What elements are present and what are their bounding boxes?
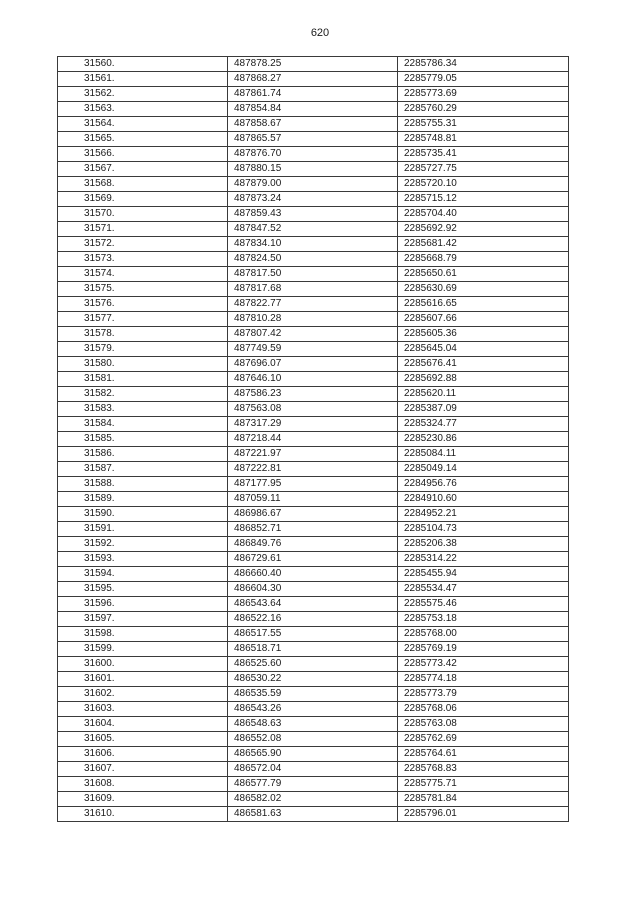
x-coordinate-cell: 486543.64: [228, 597, 398, 612]
x-coordinate-cell: 487807.42: [228, 327, 398, 342]
point-number-cell: 31587.: [58, 462, 228, 477]
y-coordinate-cell: 2285775.71: [398, 777, 569, 792]
y-coordinate-cell: 2284956.76: [398, 477, 569, 492]
table-row: [58, 807, 569, 822]
y-coordinate-cell: 2285206.38: [398, 537, 569, 552]
table-row: [58, 747, 569, 762]
x-coordinate-cell: 487817.50: [228, 267, 398, 282]
y-coordinate-cell: 2285727.75: [398, 162, 569, 177]
table-row: [58, 627, 569, 642]
point-number-cell: 31601.: [58, 672, 228, 687]
table-row: [58, 597, 569, 612]
point-number-cell: 31563.: [58, 102, 228, 117]
table-row: [58, 492, 569, 507]
x-coordinate-cell: 486535.59: [228, 687, 398, 702]
point-number-cell: 31580.: [58, 357, 228, 372]
point-number-cell: 31585.: [58, 432, 228, 447]
coordinates-table-body: [58, 57, 569, 822]
table-row: [58, 252, 569, 267]
table-row: [58, 717, 569, 732]
table-row: [58, 102, 569, 117]
point-number-cell: 31586.: [58, 447, 228, 462]
y-coordinate-cell: 2285645.04: [398, 342, 569, 357]
table-row: [58, 177, 569, 192]
table-row: [58, 297, 569, 312]
x-coordinate-cell: 487646.10: [228, 372, 398, 387]
x-coordinate-cell: 487854.84: [228, 102, 398, 117]
x-coordinate-cell: 487876.70: [228, 147, 398, 162]
x-coordinate-cell: 486543.26: [228, 702, 398, 717]
x-coordinate-cell: 487847.52: [228, 222, 398, 237]
point-number-cell: 31594.: [58, 567, 228, 582]
y-coordinate-cell: 2285781.84: [398, 792, 569, 807]
point-number-cell: 31576.: [58, 297, 228, 312]
x-coordinate-cell: 486577.79: [228, 777, 398, 792]
table-row: [58, 192, 569, 207]
x-coordinate-cell: 486849.76: [228, 537, 398, 552]
point-number-cell: 31606.: [58, 747, 228, 762]
table-row: [58, 72, 569, 87]
point-number-cell: 31567.: [58, 162, 228, 177]
x-coordinate-cell: 486582.02: [228, 792, 398, 807]
table-row: [58, 537, 569, 552]
y-coordinate-cell: 2284910.60: [398, 492, 569, 507]
point-number-cell: 31581.: [58, 372, 228, 387]
table-row: [58, 477, 569, 492]
y-coordinate-cell: 2285763.08: [398, 717, 569, 732]
x-coordinate-cell: 487822.77: [228, 297, 398, 312]
point-number-cell: 31562.: [58, 87, 228, 102]
y-coordinate-cell: 2285760.29: [398, 102, 569, 117]
point-number-cell: 31597.: [58, 612, 228, 627]
y-coordinate-cell: 2285575.46: [398, 597, 569, 612]
table-row: [58, 207, 569, 222]
point-number-cell: 31609.: [58, 792, 228, 807]
point-number-cell: 31584.: [58, 417, 228, 432]
table-row: [58, 792, 569, 807]
x-coordinate-cell: 487817.68: [228, 282, 398, 297]
point-number-cell: 31570.: [58, 207, 228, 222]
y-coordinate-cell: 2285773.42: [398, 657, 569, 672]
table-row: [58, 342, 569, 357]
page-number: 620: [310, 27, 330, 39]
point-number-cell: 31569.: [58, 192, 228, 207]
x-coordinate-cell: 487177.95: [228, 477, 398, 492]
y-coordinate-cell: 2285387.09: [398, 402, 569, 417]
x-coordinate-cell: 487878.25: [228, 57, 398, 72]
y-coordinate-cell: 2285755.31: [398, 117, 569, 132]
x-coordinate-cell: 487696.07: [228, 357, 398, 372]
x-coordinate-cell: 486548.63: [228, 717, 398, 732]
y-coordinate-cell: 2285084.11: [398, 447, 569, 462]
table-row: [58, 732, 569, 747]
y-coordinate-cell: 2285314.22: [398, 552, 569, 567]
point-number-cell: 31574.: [58, 267, 228, 282]
y-coordinate-cell: 2285735.41: [398, 147, 569, 162]
y-coordinate-cell: 2285630.69: [398, 282, 569, 297]
point-number-cell: 31579.: [58, 342, 228, 357]
y-coordinate-cell: 2285692.92: [398, 222, 569, 237]
table-row: [58, 702, 569, 717]
point-number-cell: 31571.: [58, 222, 228, 237]
x-coordinate-cell: 487858.67: [228, 117, 398, 132]
point-number-cell: 31608.: [58, 777, 228, 792]
y-coordinate-cell: 2285681.42: [398, 237, 569, 252]
x-coordinate-cell: 487880.15: [228, 162, 398, 177]
x-coordinate-cell: 486517.55: [228, 627, 398, 642]
table-row: [58, 552, 569, 567]
table-row: [58, 522, 569, 537]
point-number-cell: 31572.: [58, 237, 228, 252]
y-coordinate-cell: 2285768.83: [398, 762, 569, 777]
y-coordinate-cell: 2285650.61: [398, 267, 569, 282]
point-number-cell: 31568.: [58, 177, 228, 192]
y-coordinate-cell: 2285692.88: [398, 372, 569, 387]
table-row: [58, 357, 569, 372]
y-coordinate-cell: 2285753.18: [398, 612, 569, 627]
point-number-cell: 31588.: [58, 477, 228, 492]
y-coordinate-cell: 2285773.69: [398, 87, 569, 102]
y-coordinate-cell: 2285774.18: [398, 672, 569, 687]
table-row: [58, 57, 569, 72]
point-number-cell: 31602.: [58, 687, 228, 702]
y-coordinate-cell: 2285773.79: [398, 687, 569, 702]
table-row: [58, 777, 569, 792]
y-coordinate-cell: 2285768.06: [398, 702, 569, 717]
y-coordinate-cell: 2285620.11: [398, 387, 569, 402]
point-number-cell: 31599.: [58, 642, 228, 657]
x-coordinate-cell: 487749.59: [228, 342, 398, 357]
table-row: [58, 147, 569, 162]
x-coordinate-cell: 486552.08: [228, 732, 398, 747]
y-coordinate-cell: 2285607.66: [398, 312, 569, 327]
x-coordinate-cell: 487563.08: [228, 402, 398, 417]
x-coordinate-cell: 487879.00: [228, 177, 398, 192]
table-row: [58, 672, 569, 687]
table-row: [58, 582, 569, 597]
y-coordinate-cell: 2285534.47: [398, 582, 569, 597]
x-coordinate-cell: 487221.97: [228, 447, 398, 462]
point-number-cell: 31605.: [58, 732, 228, 747]
table-row: [58, 432, 569, 447]
y-coordinate-cell: 2285605.36: [398, 327, 569, 342]
x-coordinate-cell: 486581.63: [228, 807, 398, 822]
table-row: [58, 312, 569, 327]
table-row: [58, 132, 569, 147]
x-coordinate-cell: 487218.44: [228, 432, 398, 447]
y-coordinate-cell: 2285715.12: [398, 192, 569, 207]
y-coordinate-cell: 2285764.61: [398, 747, 569, 762]
point-number-cell: 31566.: [58, 147, 228, 162]
x-coordinate-cell: 487824.50: [228, 252, 398, 267]
y-coordinate-cell: 2285779.05: [398, 72, 569, 87]
point-number-cell: 31596.: [58, 597, 228, 612]
table-row: [58, 162, 569, 177]
table-row: [58, 372, 569, 387]
table-row: [58, 327, 569, 342]
table-row: [58, 222, 569, 237]
x-coordinate-cell: 486660.40: [228, 567, 398, 582]
table-row: [58, 462, 569, 477]
x-coordinate-cell: 486530.22: [228, 672, 398, 687]
table-row: [58, 282, 569, 297]
y-coordinate-cell: 2285104.73: [398, 522, 569, 537]
x-coordinate-cell: 487059.11: [228, 492, 398, 507]
x-coordinate-cell: 487865.57: [228, 132, 398, 147]
x-coordinate-cell: 487834.10: [228, 237, 398, 252]
table-row: [58, 507, 569, 522]
point-number-cell: 31575.: [58, 282, 228, 297]
x-coordinate-cell: 486522.16: [228, 612, 398, 627]
y-coordinate-cell: 2285230.86: [398, 432, 569, 447]
table-row: [58, 237, 569, 252]
x-coordinate-cell: 486729.61: [228, 552, 398, 567]
point-number-cell: 31565.: [58, 132, 228, 147]
point-number-cell: 31591.: [58, 522, 228, 537]
y-coordinate-cell: 2285049.14: [398, 462, 569, 477]
table-row: [58, 402, 569, 417]
table-row: [58, 117, 569, 132]
table-row: [58, 267, 569, 282]
y-coordinate-cell: 2285324.77: [398, 417, 569, 432]
table-row: [58, 687, 569, 702]
y-coordinate-cell: 2285676.41: [398, 357, 569, 372]
table-row: [58, 642, 569, 657]
y-coordinate-cell: 2285796.01: [398, 807, 569, 822]
x-coordinate-cell: 486525.60: [228, 657, 398, 672]
y-coordinate-cell: 2284952.21: [398, 507, 569, 522]
x-coordinate-cell: 487586.23: [228, 387, 398, 402]
point-number-cell: 31603.: [58, 702, 228, 717]
table-row: [58, 762, 569, 777]
y-coordinate-cell: 2285704.40: [398, 207, 569, 222]
point-number-cell: 31598.: [58, 627, 228, 642]
x-coordinate-cell: 487810.28: [228, 312, 398, 327]
point-number-cell: 31607.: [58, 762, 228, 777]
point-number-cell: 31604.: [58, 717, 228, 732]
y-coordinate-cell: 2285769.19: [398, 642, 569, 657]
x-coordinate-cell: 486852.71: [228, 522, 398, 537]
y-coordinate-cell: 2285786.34: [398, 57, 569, 72]
point-number-cell: 31577.: [58, 312, 228, 327]
table-row: [58, 417, 569, 432]
point-number-cell: 31600.: [58, 657, 228, 672]
point-number-cell: 31592.: [58, 537, 228, 552]
x-coordinate-cell: 487222.81: [228, 462, 398, 477]
x-coordinate-cell: 486518.71: [228, 642, 398, 657]
point-number-cell: 31583.: [58, 402, 228, 417]
point-number-cell: 31610.: [58, 807, 228, 822]
point-number-cell: 31561.: [58, 72, 228, 87]
point-number-cell: 31573.: [58, 252, 228, 267]
point-number-cell: 31593.: [58, 552, 228, 567]
x-coordinate-cell: 487861.74: [228, 87, 398, 102]
table-row: [58, 612, 569, 627]
point-number-cell: 31590.: [58, 507, 228, 522]
y-coordinate-cell: 2285616.65: [398, 297, 569, 312]
point-number-cell: 31582.: [58, 387, 228, 402]
x-coordinate-cell: 486604.30: [228, 582, 398, 597]
point-number-cell: 31578.: [58, 327, 228, 342]
point-number-cell: 31595.: [58, 582, 228, 597]
coordinates-table: [57, 56, 569, 822]
x-coordinate-cell: 486565.90: [228, 747, 398, 762]
y-coordinate-cell: 2285720.10: [398, 177, 569, 192]
x-coordinate-cell: 487873.24: [228, 192, 398, 207]
y-coordinate-cell: 2285768.00: [398, 627, 569, 642]
table-row: [58, 387, 569, 402]
table-row: [58, 567, 569, 582]
x-coordinate-cell: 486572.04: [228, 762, 398, 777]
point-number-cell: 31564.: [58, 117, 228, 132]
table-row: [58, 447, 569, 462]
table-row: [58, 87, 569, 102]
point-number-cell: 31560.: [58, 57, 228, 72]
y-coordinate-cell: 2285762.69: [398, 732, 569, 747]
x-coordinate-cell: 487859.43: [228, 207, 398, 222]
table-row: [58, 657, 569, 672]
y-coordinate-cell: 2285668.79: [398, 252, 569, 267]
y-coordinate-cell: 2285455.94: [398, 567, 569, 582]
x-coordinate-cell: 487868.27: [228, 72, 398, 87]
y-coordinate-cell: 2285748.81: [398, 132, 569, 147]
point-number-cell: 31589.: [58, 492, 228, 507]
x-coordinate-cell: 486986.67: [228, 507, 398, 522]
x-coordinate-cell: 487317.29: [228, 417, 398, 432]
